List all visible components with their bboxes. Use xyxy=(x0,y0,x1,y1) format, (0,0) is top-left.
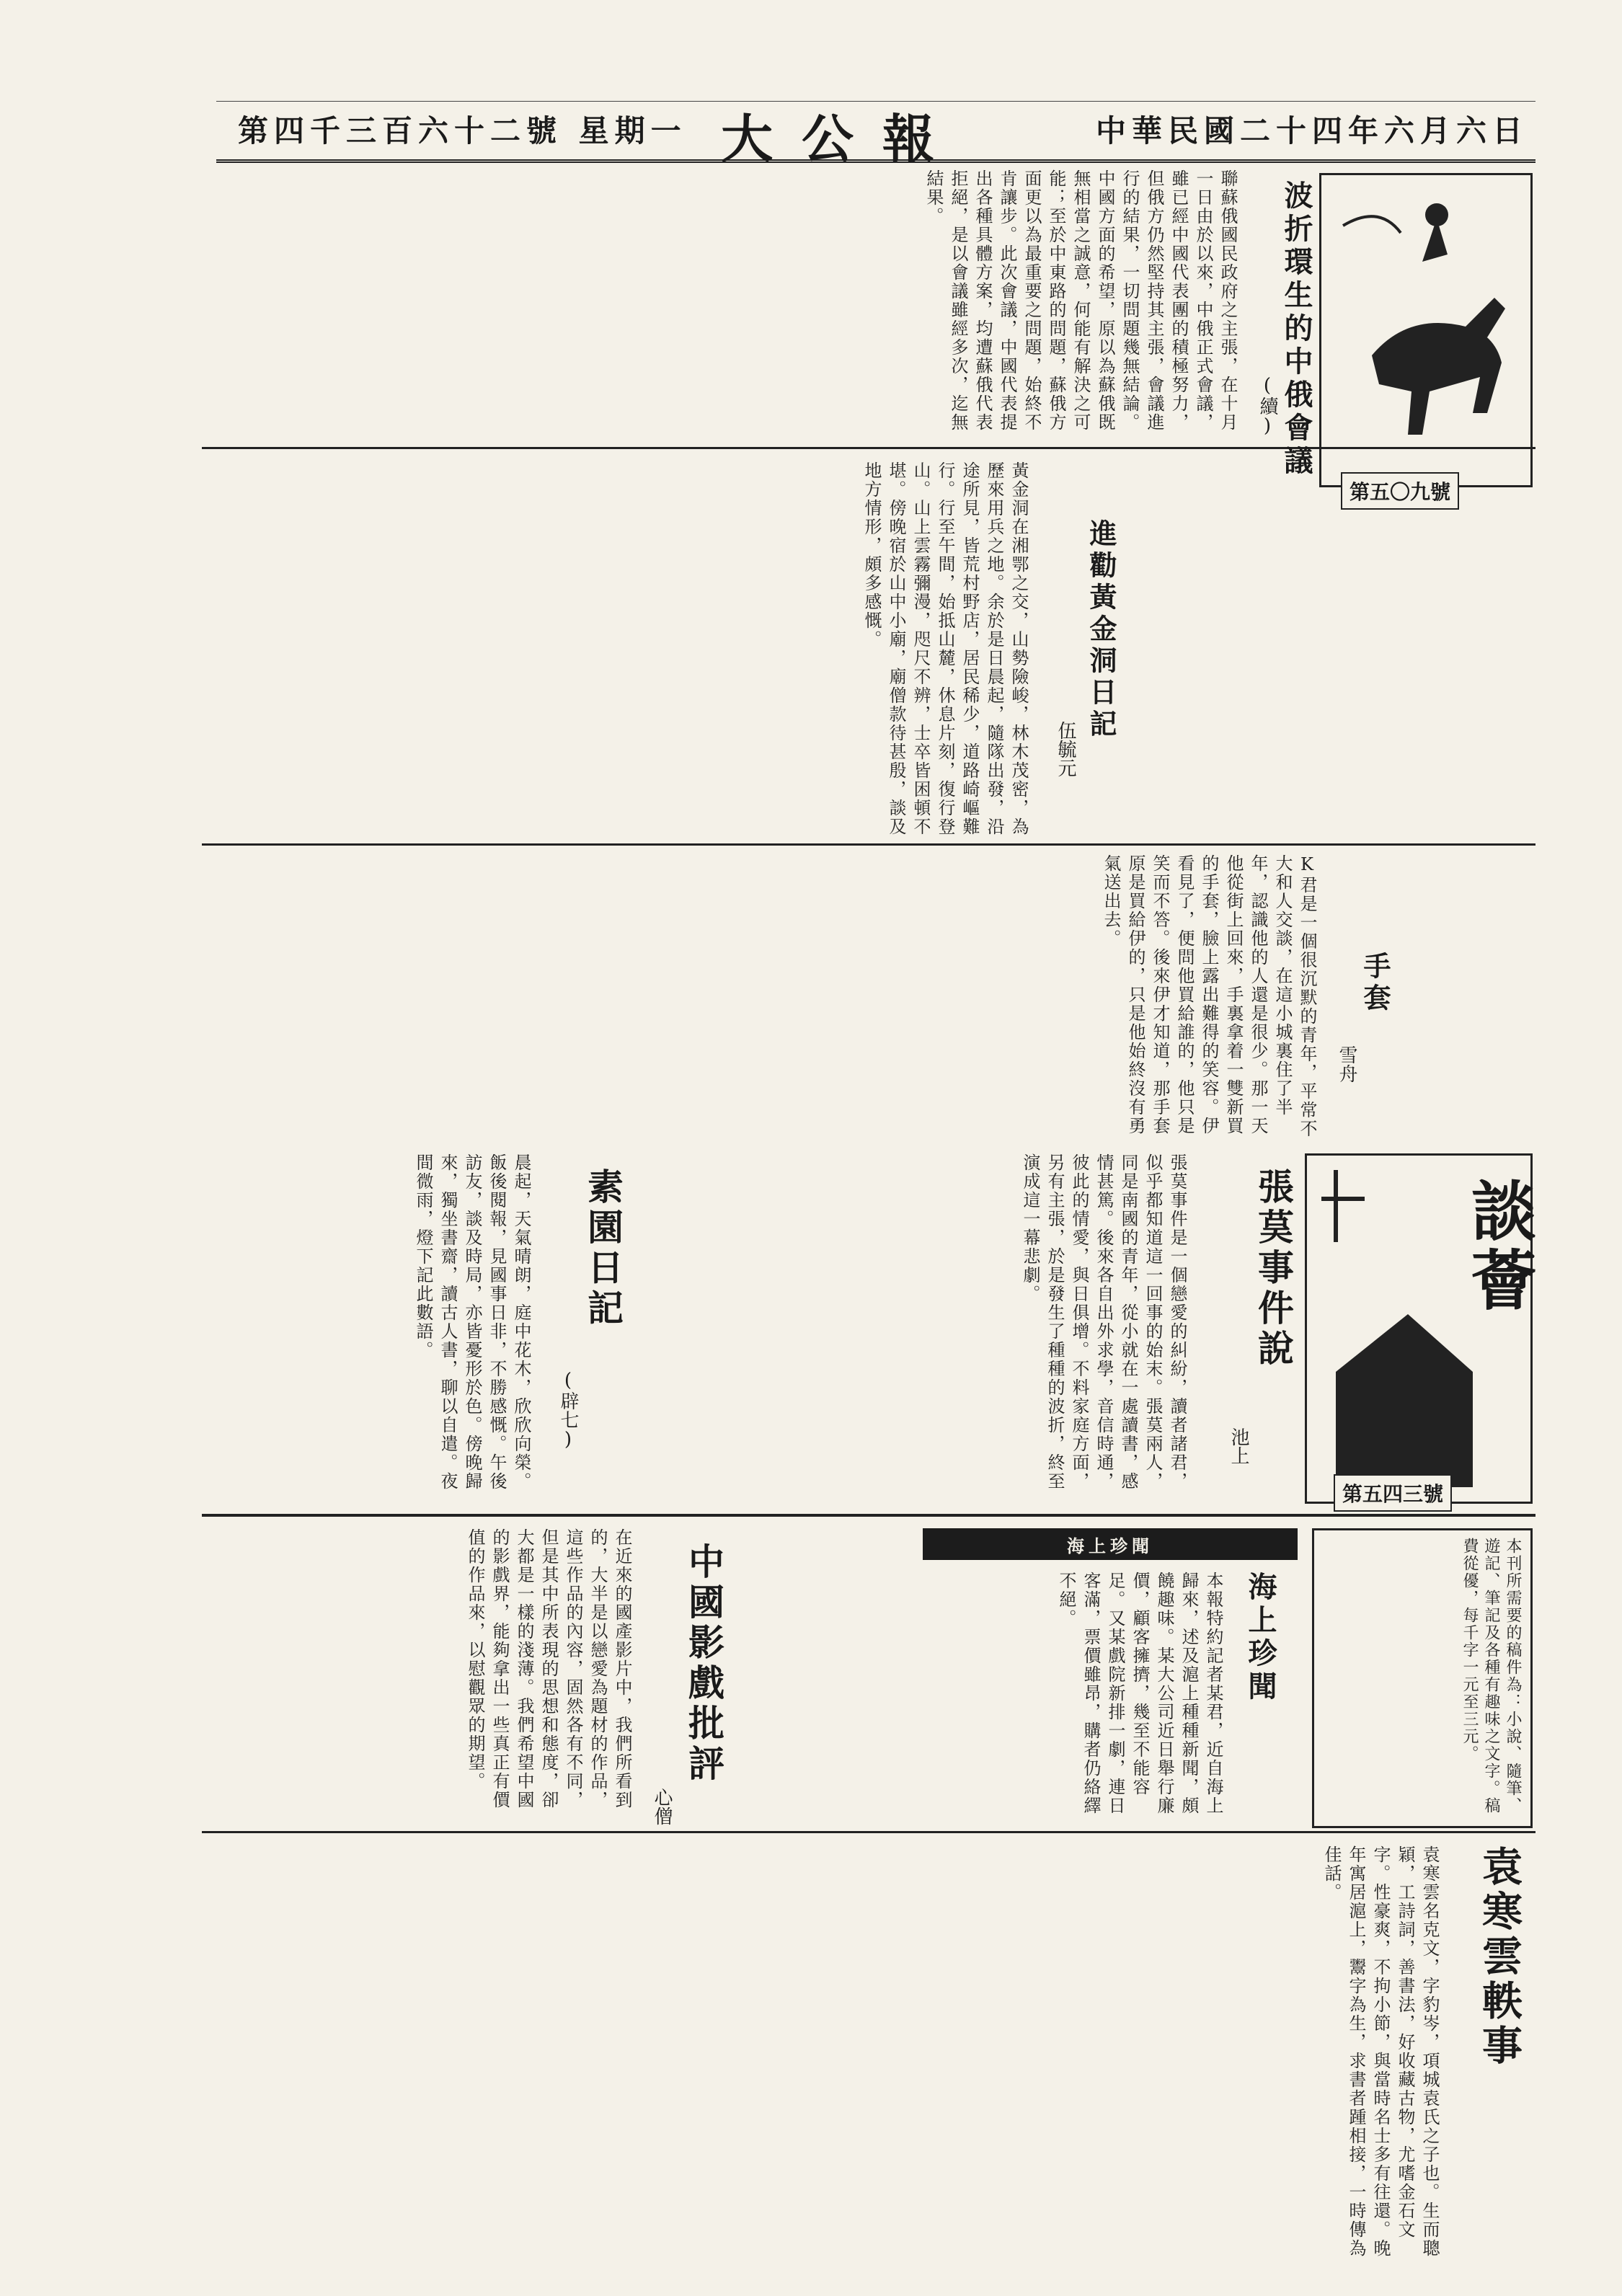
article-author: 伍毓元 xyxy=(1055,721,1076,777)
article-banner: 海上珍聞 xyxy=(923,1528,1298,1560)
masthead xyxy=(216,101,1535,169)
column-title: 談薈 xyxy=(1460,1177,1536,1316)
divider-3 xyxy=(202,1514,1535,1517)
tanhui-decoration xyxy=(1307,1156,1530,1502)
issue-number: 第四千三百六十二號 星期一 xyxy=(238,113,687,149)
article-author: (辟七) xyxy=(557,1370,579,1450)
article-title: 波折環生的中俄會議 xyxy=(1280,180,1313,479)
tanhui-header-box xyxy=(1305,1153,1536,1504)
top-right-illustration xyxy=(1319,173,1533,487)
divider-2 xyxy=(202,843,1535,846)
article-body-right xyxy=(1125,461,1528,836)
column-number-1: 第五〇九號 xyxy=(1341,472,1459,510)
masthead-date: 中華民國二十四年六月六日 xyxy=(1095,113,1528,149)
newspaper-title: 大公報 xyxy=(721,108,964,169)
article-title: 進勸黃金洞日記 xyxy=(1085,519,1117,741)
notice-text: 本刊所需要的稿件為：小說、隨筆、遊記、筆記及各種有趣味之文字。稿費從優，每千字一元至三元。 xyxy=(1461,1538,1522,1814)
article-title: 手套 xyxy=(1359,952,1391,1015)
notice-box xyxy=(1312,1528,1533,1828)
article-title: 袁寒雲軼事 xyxy=(1476,1845,1523,2069)
article-body: 黃金洞在湘鄂之交，山勢險峻，林木茂密，為歷來用兵之地。余於是日晨起，隨隊出發，沿途所見，皆荒村野店，居民稀少，道路崎嶇難行。行至午間，始抵山麓，休息片刻，復行登山。山上雲霧彌漫，咫尺不辨，士卒皆困頓不堪。傍晚宿於山中小廟，廟僧款待甚殷，談及地方情形，頗多感慨。 xyxy=(861,461,1029,836)
divider-4 xyxy=(202,1831,1535,1833)
article-title: 中國影戲批評 xyxy=(683,1543,725,1785)
article-body: 張茣事件是一個戀愛的糾紛，讀者諸君，似乎都知道這一回事的始末。張茣兩人，同是南國的青年，從小就在一處讀書，感情甚篤。後來各自出外求學，音信時通，彼此的情愛，與日俱增。不料家庭方面，另有主張，於是發生了種種的波折，終至演成這一幕悲劇。 xyxy=(1020,1153,1187,1491)
article-title: 海上珍聞 xyxy=(1244,1572,1277,1704)
horse-rider-image xyxy=(1321,175,1530,485)
article-author: 池上 xyxy=(1228,1427,1249,1465)
article-author: 雪舟 xyxy=(1336,1045,1357,1083)
article-author: (續) xyxy=(1257,375,1278,437)
article-body: 晨起，天氣晴朗，庭中花木，欣欣向榮。飯後閱報，見國事日非，不勝感慨。午後訪友，談及時局，亦皆憂形於色。傍晚歸來，獨坐書齋，讀古人書，聊以自遣。夜間微雨，燈下記此數語。 xyxy=(413,1153,531,1491)
article-body: 聯蘇俄國民政府之主張，在十月一日由於以來，中俄正式會議，雖已經中國代表團的積極努力，但俄方仍然堅持其主張，會議進行的結果，一切問題幾無結論。中國方面的希望，原以為蘇俄既無相當之誠意，何能有解決之可能；至於中東路的問題，蘇俄方面更以為最重要之問題，始終不肯讓步。此次會議，中國代表提出各種具體方案，均遭蘇俄代表拒絕，是以會議雖經多次，迄無結果。 xyxy=(923,169,1238,432)
article-author: 心僧 xyxy=(651,1788,673,1825)
article-body: 在近來的國產影片中，我們所看到的，大半是以戀愛為題材的作品，這些作品的內容，固然各有不同，但是其中所表現的思想和態度，卻大都是一樣的淺薄。我們希望中國的影戲界，能夠拿出一些真正有價值的作品來，以慰觀眾的期望。 xyxy=(465,1528,632,1809)
column-number-2: 第五四三號 xyxy=(1334,1474,1452,1512)
article-body: 袁寒雲名克文，字豹岑，項城袁氏之子也。生而聰穎，工詩詞，善書法，好收藏古物，尤嗜金石文字。性豪爽，不拘小節，與當時名士多有往還。晚年寓居滬上，鬻字為生，求書者踵相接，一時傳為佳話。 xyxy=(1321,1845,1440,2258)
article-title: 素園日記 xyxy=(582,1168,624,1329)
article-body: K君是一個很沉默的青年，平常不大和人交談，在這小城裏住了半年，認識他的人還是很少。那一天他從街上回來，手裏拿着一雙新買的手套，臉上露出難得的笑容。伊看見了，便問他買給誰的，他只是笑而不答。後來伊才知道，那手套原是買給伊的，只是他始終沒有勇氣送出去。 xyxy=(1101,854,1317,1138)
article-body: 本報特約記者某君，近自海上歸來，述及滬上種種新聞，頗饒趣味。某大公司近日舉行廉價，顧客擁擠，幾至不能容足。又某戲院新排一劇，連日客滿，票價雖昂，購者仍絡繹不絕。 xyxy=(1056,1572,1223,1815)
article-title: 張茣事件說 xyxy=(1252,1168,1295,1370)
